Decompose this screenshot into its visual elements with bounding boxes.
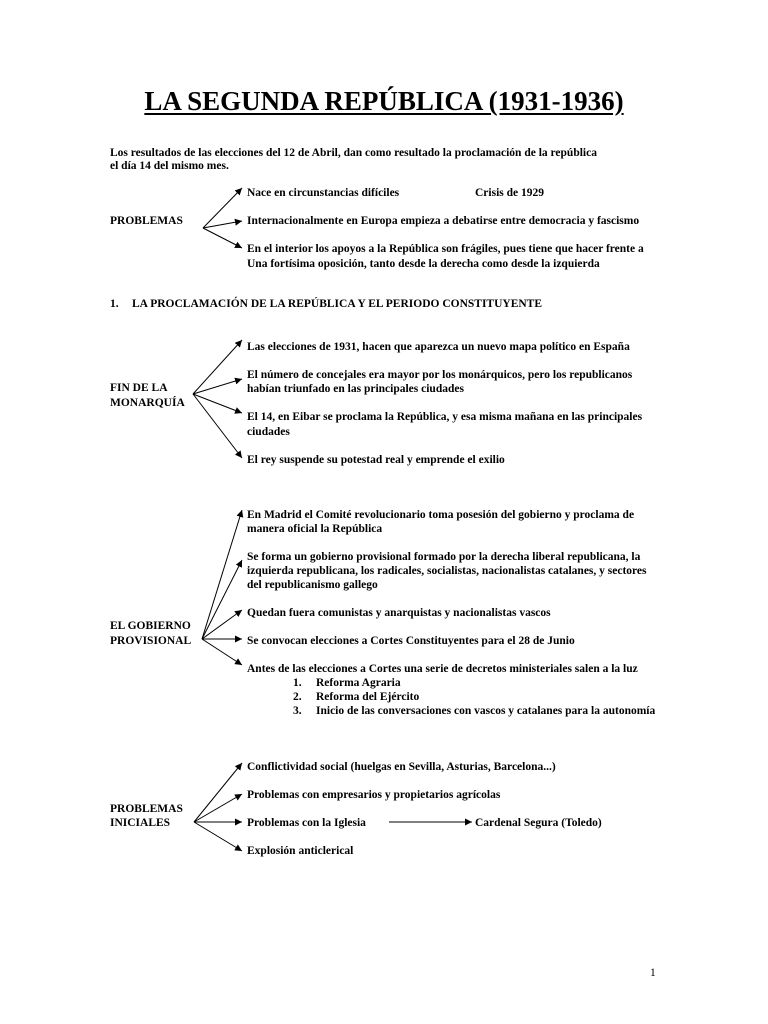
decree-text: Reforma Agraria xyxy=(316,677,401,689)
gobierno-item-1-line-1: En Madrid el Comité revolucionario toma posesión del gobierno y proclama de xyxy=(247,509,635,521)
page-number: 1 xyxy=(650,967,656,979)
problems-item-1-note: Crisis de 1929 xyxy=(475,187,544,199)
iniciales-item-3: Problemas con la Iglesia xyxy=(247,817,366,829)
iniciales-item-4: Explosión anticlerical xyxy=(247,845,354,857)
section-heading: LA PROCLAMACIÓN DE LA REPÚBLICA Y EL PERIODO CONSTITUYENTE xyxy=(132,298,543,310)
iniciales-item-2: Problemas con empresarios y propietarios agrícolas xyxy=(247,789,501,801)
arrow xyxy=(203,228,242,248)
problems-item-3-line-1: En el interior los apoyos a la República son frágiles, pues tiene que hacer frente a xyxy=(247,243,644,255)
gobierno-item-3: Quedan fuera comunistas y anarquistas y nacionalistas vascos xyxy=(247,607,551,619)
decree-number: 1. xyxy=(293,677,302,689)
page-title: LA SEGUNDA REPÚBLICA (1931-1936) xyxy=(144,86,624,116)
decree-number: 3. xyxy=(293,705,302,717)
problems-label: PROBLEMAS xyxy=(110,215,183,227)
decree-text: Inicio de las conversaciones con vascos y catalanes para la autonomía xyxy=(316,705,656,717)
arrow xyxy=(202,510,242,639)
gobierno-item-2-line-1: Se forma un gobierno provisional formado por la derecha liberal republicana, la xyxy=(247,551,641,563)
decree-number: 2. xyxy=(293,691,302,703)
arrow xyxy=(194,822,242,851)
fin-monarquia-item-3-line-2: ciudades xyxy=(247,426,290,438)
arrow xyxy=(202,560,242,639)
gobierno-label-line-1: EL GOBIERNO xyxy=(110,620,191,632)
problems-item-1: Nace en circunstancias difíciles xyxy=(247,187,400,199)
intro-line-1: Los resultados de las elecciones del 12 de Abril, dan como resultado la proclamación de la república xyxy=(110,147,597,159)
gobierno-item-5: Antes de las elecciones a Cortes una serie de decretos ministeriales salen a la luz xyxy=(247,663,638,675)
fin-monarquia-item-2-line-1: El número de concejales era mayor por los monárquicos, pero los republicanos xyxy=(247,369,633,381)
iniciales-item-1: Conflictividad social (huelgas en Sevilla, Asturias, Barcelona...) xyxy=(247,761,556,773)
intro-line-2: el día 14 del mismo mes. xyxy=(110,160,229,172)
arrow xyxy=(202,610,242,639)
arrow xyxy=(194,794,242,822)
gobierno-item-1-line-2: manera oficial la República xyxy=(247,523,383,535)
iniciales-item-3-note: Cardenal Segura (Toledo) xyxy=(475,817,602,829)
arrow xyxy=(194,763,242,822)
arrow xyxy=(193,340,242,394)
gobierno-item-2-line-2: izquierda republicana, los radicales, socialistas, nacionalistas catalanes, y sectores xyxy=(247,565,647,577)
gobierno-label-line-2: PROVISIONAL xyxy=(110,635,192,647)
fin-monarquia-item-3-line-1: El 14, en Eibar se proclama la República, y esa misma mañana en las principales xyxy=(247,411,643,423)
fin-monarquia-label-line-1: FIN DE LA xyxy=(110,382,168,394)
gobierno-item-4: Se convocan elecciones a Cortes Constituyentes para el 28 de Junio xyxy=(247,635,575,647)
problems-item-2: Internacionalmente en Europa empieza a debatirse entre democracia y fascismo xyxy=(247,215,640,227)
fin-monarquia-item-1: Las elecciones de 1931, hacen que aparezca un nuevo mapa político en España xyxy=(247,341,630,353)
section-number: 1. xyxy=(110,298,119,310)
arrow xyxy=(202,639,242,665)
gobierno-item-2-line-3: del republicanismo gallego xyxy=(247,579,378,591)
decree-text: Reforma del Ejército xyxy=(316,691,420,703)
fin-monarquia-item-2-line-2: habían triunfado en las principales ciudades xyxy=(247,383,464,395)
iniciales-label-line-1: PROBLEMAS xyxy=(110,803,183,815)
fin-monarquia-item-4: El rey suspende su potestad real y emprende el exilio xyxy=(247,454,505,466)
problems-item-3-line-2: Una fortísima oposición, tanto desde la derecha como desde la izquierda xyxy=(247,258,600,270)
fin-monarquia-label-line-2: MONARQUÍA xyxy=(110,397,185,409)
iniciales-label-line-2: INICIALES xyxy=(110,817,171,829)
